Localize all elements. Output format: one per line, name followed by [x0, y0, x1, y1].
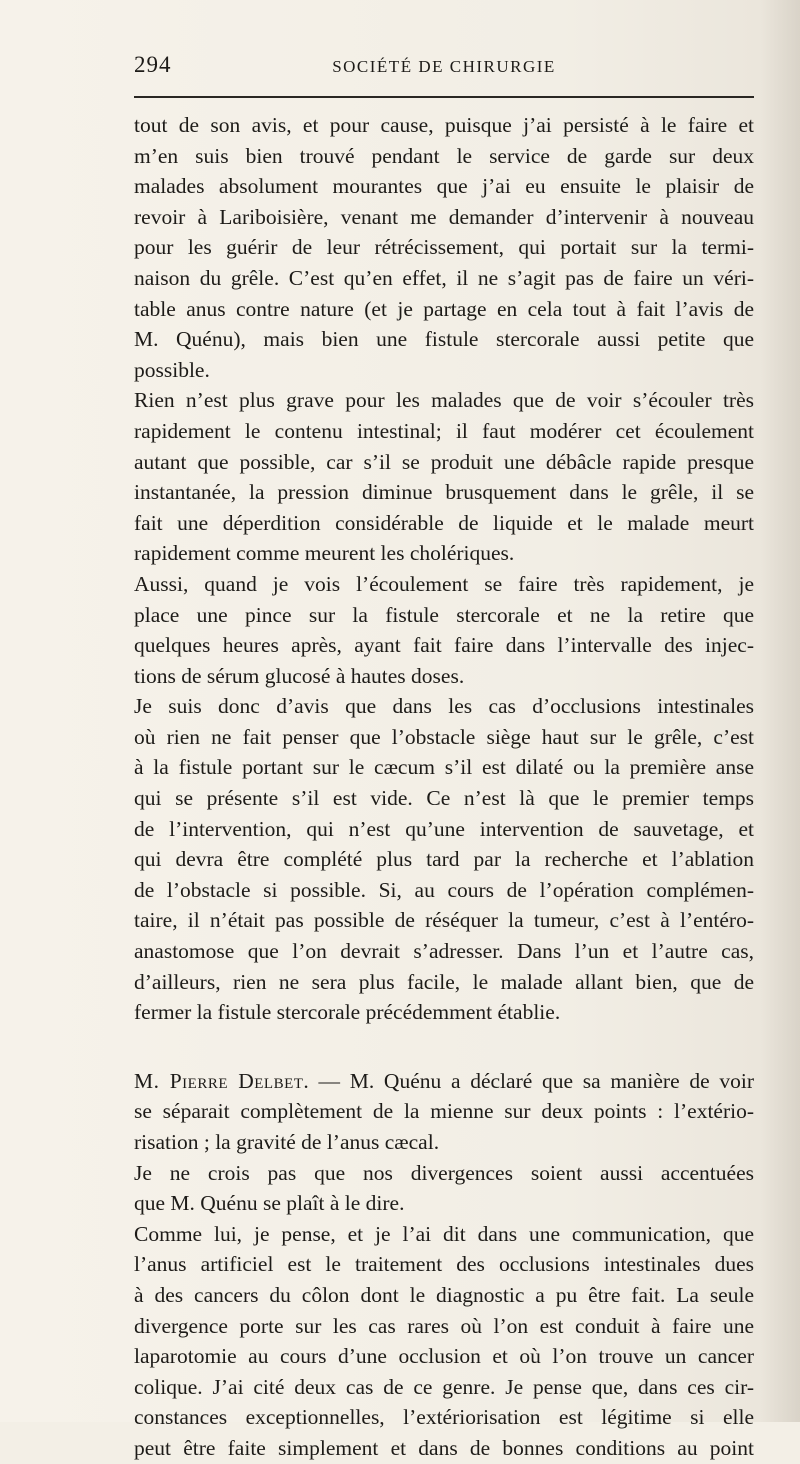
text-line: qui devra être complété plus tard par la recherche et l’ablation	[134, 847, 754, 872]
page-number: 294	[134, 52, 172, 77]
text-line: laparotomie au cours d’une occlusion et où l’on trouve un cancer	[134, 1344, 754, 1369]
speaker-paragraph	[134, 1066, 754, 1158]
text-line: instantanée, la pression diminue brusquement dans le grêle, il se	[134, 480, 754, 505]
body-text	[134, 110, 754, 1464]
section-gap	[134, 1028, 754, 1066]
text-line: qui se présente s’il est vide. Ce n’est là que le premier temps	[134, 786, 754, 811]
text-line: constances exceptionnelles, l’extériorisation est légitime si elle	[134, 1405, 754, 1430]
text-line: revoir à Lariboisière, venant me demander d’intervenir à nouveau	[134, 204, 754, 229]
text-line: fait une déperdition considérable de liquide et le malade meurt	[134, 510, 754, 535]
text-line: divergence porte sur les cas rares où l’on est conduit à faire une	[134, 1313, 754, 1338]
paragraph	[134, 569, 754, 691]
paragraph	[134, 385, 754, 569]
text-line: naison du grêle. C’est qu’en effet, il ne s’agit pas de faire un véri-	[134, 265, 754, 290]
text-line: colique. J’ai cité deux cas de ce genre. Je pense que, dans ces cir-	[134, 1374, 754, 1399]
header-rule	[134, 96, 754, 98]
text-line: M. Quénu), mais bien une fistule stercorale aussi petite que	[134, 327, 754, 352]
text-line: autant que possible, car s’il se produit une débâcle rapide presque	[134, 449, 754, 474]
text-line: Rien n’est plus grave pour les malades que de voir s’écouler très	[134, 388, 754, 413]
page-header	[134, 52, 754, 86]
text-line: d’ailleurs, rien ne sera plus facile, le malade allant bien, que de	[134, 969, 754, 994]
text-line: pour les guérir de leur rétrécissement, qui portait sur la termi-	[134, 235, 754, 260]
text-line: place une pince sur la fistule stercorale et ne la retire que	[134, 602, 754, 627]
text-line: l’anus artificiel est le traitement des occlusions intestinales dues	[134, 1252, 754, 1277]
speaker-line	[134, 1066, 754, 1097]
text-line: à la fistule portant sur le cæcum s’il est dilaté ou la première anse	[134, 755, 754, 780]
text-line: rapidement comme meurent les cholériques.	[134, 541, 515, 566]
text-line: fermer la fistule stercorale précédemment établie.	[134, 1000, 561, 1025]
speaker-name: Pierre Delbet	[169, 1068, 304, 1093]
text-line: Aussi, quand je vois l’écoulement se faire très rapidement, je	[134, 571, 754, 596]
paragraph	[134, 1158, 754, 1219]
text-line: que M. Quénu se plaît à le dire.	[134, 1191, 405, 1216]
text-line: de l’obstacle si possible. Si, au cours de l’opération complémen-	[134, 877, 754, 902]
speaker-line-rest: . — M. Quénu a déclaré que sa manière de voir	[303, 1068, 754, 1093]
text-line: peut être faite simplement et dans de bonnes conditions au point	[134, 1435, 754, 1460]
text-line: quelques heures après, ayant fait faire dans l’intervalle des injec-	[134, 633, 754, 658]
text-line: Comme lui, je pense, et je l’ai dit dans une communication, que	[134, 1221, 754, 1246]
text-line: malades absolument mourantes que j’ai eu ensuite le plaisir de	[134, 174, 754, 199]
text-line: de l’intervention, qui n’est qu’une intervention de sauvetage, et	[134, 816, 754, 841]
text-line: anastomose que l’on devrait s’adresser. Dans l’un et l’autre cas,	[134, 939, 754, 964]
text-line: risation ; la gravité de l’anus cæcal.	[134, 1130, 440, 1154]
paragraph	[134, 1219, 754, 1464]
text-line: Je ne crois pas que nos divergences soient aussi accentuées	[134, 1160, 754, 1185]
paragraph	[134, 110, 754, 385]
text-line: se séparait complètement de la mienne sur deux points : l’extério-	[134, 1099, 754, 1124]
text-line: possible.	[134, 357, 210, 382]
text-line: rapidement le contenu intestinal; il faut modérer cet écoulement	[134, 418, 754, 443]
text-line: Je suis donc d’avis que dans les cas d’occlusions intestinales	[134, 694, 754, 719]
text-line: taire, il n’était pas possible de réséquer la tumeur, c’est à l’entéro-	[134, 908, 754, 933]
paragraph	[134, 691, 754, 1028]
text-line: où rien ne fait penser que l’obstacle siège haut sur le grêle, c’est	[134, 724, 754, 749]
running-head: SOCIÉTÉ DE CHIRURGIE	[332, 57, 556, 76]
speaker-prefix: M.	[134, 1068, 170, 1093]
text-line: tions de sérum glucosé à hautes doses.	[134, 663, 465, 688]
text-line: tout de son avis, et pour cause, puisque j’ai persisté à le faire et	[134, 113, 754, 137]
text-line: m’en suis bien trouvé pendant le service de garde sur deux	[134, 143, 754, 168]
text-line: table anus contre nature (et je partage en cela tout à fait l’avis de	[134, 296, 754, 321]
text-line: à des cancers du côlon dont le diagnostic a pu être fait. La seule	[134, 1282, 754, 1307]
